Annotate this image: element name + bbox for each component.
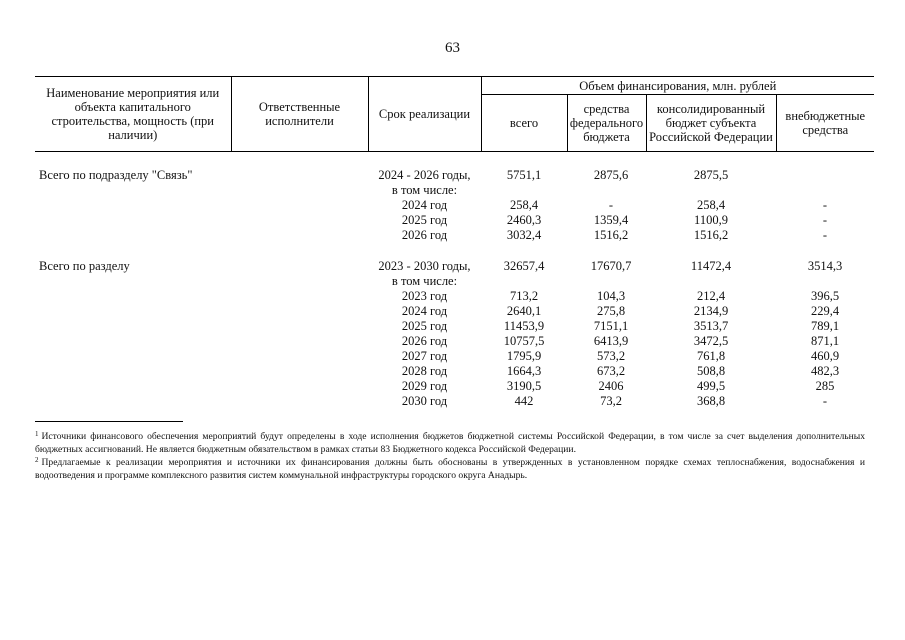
total-cell: 1795,9 xyxy=(506,349,542,363)
period-cell: в том числе: xyxy=(391,183,458,197)
offbudget-cell: 460,9 xyxy=(810,349,840,363)
regional-cell: 1100,9 xyxy=(694,213,728,227)
period-cell: 2029 год xyxy=(401,379,448,393)
table-row xyxy=(35,379,874,394)
footnote-divider xyxy=(35,421,183,422)
total-cell: 2640,1 xyxy=(506,304,542,318)
total-cell: 713,2 xyxy=(509,289,539,303)
footnote-mark: 2 xyxy=(35,456,39,464)
total-cell: 3190,5 xyxy=(506,379,542,393)
footnote-mark: 1 xyxy=(35,430,39,438)
federal-cell: 1359,4 xyxy=(593,213,629,227)
regional-cell: 3472,5 xyxy=(693,334,729,348)
column-header-total: всего xyxy=(481,95,567,152)
footnote-text: Источники финансового обеспечения мероприятий будут определены в ходе исполнения бюджетов бюджетной системы Российской Федерации, в том числе за счет выделения дополнительных бюджетных ассигнований. Не является бюджетным обязательством в рамках статьи 83 Бюджетного кодекса Российской Федерации. xyxy=(35,431,865,455)
federal-cell: 17670,7 xyxy=(590,259,632,273)
regional-cell: 508,8 xyxy=(696,364,726,378)
period-cell: 2024 год xyxy=(401,198,448,212)
offbudget-cell: - xyxy=(822,394,828,408)
regional-cell: 2134,9 xyxy=(693,304,729,318)
period-cell: 2023 - 2030 годы, xyxy=(378,259,471,273)
footnote-text: Предлагаемые к реализации мероприятия и источники их финансирования должны быть обоснованы в утвержденных в установленном порядке схемах теплоснабжения, водоснабжения и водоотведения и программе комплексного развития систем коммунальной инфраструктуры городского округа Анадырь. xyxy=(35,457,865,481)
regional-cell: 499,5 xyxy=(696,379,726,393)
total-cell: 3032,4 xyxy=(506,228,542,242)
regional-cell: 1516,2 xyxy=(693,228,729,242)
table-row xyxy=(35,349,874,364)
offbudget-cell: - xyxy=(822,228,828,242)
regional-cell: 368,8 xyxy=(696,394,726,408)
period-cell: 2025 год xyxy=(401,213,448,227)
offbudget-cell: 789,1 xyxy=(810,319,840,333)
period-cell: 2026 год xyxy=(401,228,448,242)
offbudget-cell: 482,3 xyxy=(810,364,840,378)
column-header-regional: консолидированный бюджет субъекта Российской Федерации xyxy=(646,95,776,152)
period-cell: 2024 год xyxy=(401,304,448,318)
column-header-offbudget: внебюджетные средства xyxy=(776,95,874,152)
total-cell: 5751,1 xyxy=(506,168,542,182)
section-name: Всего по разделу xyxy=(39,259,130,273)
section-communications xyxy=(35,168,874,243)
federal-cell: 73,2 xyxy=(600,394,622,408)
table-row xyxy=(35,289,874,304)
section-name: Всего по подразделу "Связь" xyxy=(39,168,193,182)
column-header-period: Срок реализации xyxy=(368,77,481,152)
offbudget-cell: 285 xyxy=(815,379,835,393)
table-row xyxy=(35,364,874,379)
regional-cell: 11472,4 xyxy=(690,259,732,273)
federal-cell: - xyxy=(608,198,614,212)
period-cell: 2030 год xyxy=(401,394,448,408)
period-cell: 2026 год xyxy=(401,334,448,348)
federal-cell: 2875,6 xyxy=(593,168,629,182)
table-row xyxy=(35,319,874,334)
total-cell: 2460,3 xyxy=(506,213,542,227)
footnotes xyxy=(35,430,865,482)
financing-table-header xyxy=(35,76,874,152)
period-cell: 2023 год xyxy=(401,289,448,303)
offbudget-cell: - xyxy=(822,213,828,227)
table-row xyxy=(35,274,874,289)
regional-cell: 258,4 xyxy=(696,198,726,212)
table-row xyxy=(35,334,874,349)
section-total xyxy=(35,259,874,409)
table-row xyxy=(35,259,874,274)
total-cell: 258,4 xyxy=(509,198,539,212)
column-header-federal: средства федерального бюджета xyxy=(567,95,646,152)
federal-cell: 2406 xyxy=(598,379,624,393)
footnote-2 xyxy=(35,456,865,482)
federal-cell: 7151,1 xyxy=(593,319,629,333)
total-cell: 32657,4 xyxy=(503,259,545,273)
period-cell: 2028 год xyxy=(401,364,448,378)
table-row xyxy=(35,394,874,409)
table-row xyxy=(35,304,874,319)
period-cell: в том числе: xyxy=(391,274,458,288)
table-row xyxy=(35,183,874,198)
federal-cell: 573,2 xyxy=(596,349,626,363)
table-row xyxy=(35,228,874,243)
federal-cell: 6413,9 xyxy=(593,334,629,348)
federal-cell: 1516,2 xyxy=(593,228,629,242)
offbudget-cell: - xyxy=(822,198,828,212)
financing-table-body xyxy=(35,168,874,408)
period-cell: 2027 год xyxy=(401,349,448,363)
page-number: 63 xyxy=(445,40,460,56)
offbudget-cell: 3514,3 xyxy=(807,259,843,273)
column-header-name: Наименование мероприятия или объекта капитального строительства, мощность (при наличии) xyxy=(35,77,231,152)
period-cell: 2024 - 2026 годы, xyxy=(378,168,471,182)
total-cell: 11453,9 xyxy=(503,319,545,333)
offbudget-cell: 229,4 xyxy=(810,304,840,318)
regional-cell: 212,4 xyxy=(696,289,726,303)
regional-cell: 3513,7 xyxy=(693,319,729,333)
federal-cell: 275,8 xyxy=(596,304,626,318)
regional-cell: 2875,5 xyxy=(693,168,729,182)
table-row xyxy=(35,213,874,228)
offbudget-cell: 871,1 xyxy=(810,334,840,348)
total-cell: 442 xyxy=(514,394,534,408)
federal-cell: 673,2 xyxy=(596,364,626,378)
footnote-1 xyxy=(35,430,865,456)
table-row xyxy=(35,198,874,213)
regional-cell: 761,8 xyxy=(696,349,726,363)
total-cell: 10757,5 xyxy=(503,334,545,348)
total-cell: 1664,3 xyxy=(506,364,542,378)
column-header-responsible: Ответственные исполнители xyxy=(231,77,368,152)
offbudget-cell: 396,5 xyxy=(810,289,840,303)
column-header-financing-group: Объем финансирования, млн. рублей xyxy=(481,77,874,95)
table-row xyxy=(35,168,874,183)
period-cell: 2025 год xyxy=(401,319,448,333)
federal-cell: 104,3 xyxy=(596,289,626,303)
